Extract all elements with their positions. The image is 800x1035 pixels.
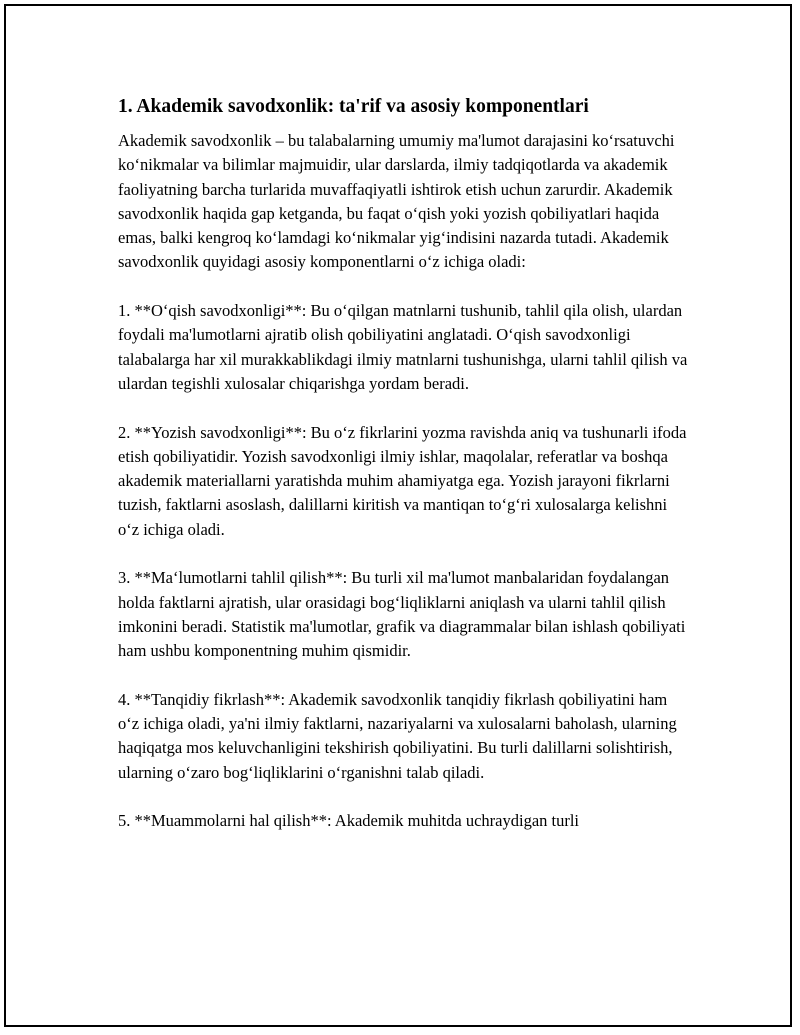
- paragraph-problem-solving: 5. **Muammolarni hal qilish**: Akademik muhitda uchraydigan turli: [118, 811, 580, 831]
- document-body: [118, 93, 688, 834]
- paragraph-data-analysis: 3. **Ma‘lumotlarni tahlil qilish**: Bu turli xil ma'lumot manbalaridan foydalangan holda faktlarni ajratish, ular orasidagi bog‘liqliklarni aniqlash va ularni tahlil qilish imkonini beradi. Statistik ma'lumotlar, grafik va diagrammalar bilan ishlash qobiliyati ham ushbu komponentning muhim qismidir.: [118, 568, 686, 661]
- intro-paragraph: Akademik savodxonlik – bu talabalarning umumiy ma'lumot darajasini ko‘rsatuvchi ko‘nikmalar va bilimlar majmuidir, ular darslarda, ilmiy tadqiqotlarda va akademik faoliyatning barcha turlarida muvaffaqiyatli ishtirok etish uchun zarurdir. Akademik savodxonlik haqida gap ketganda, bu faqat o‘qish yoki yozish qobiliyatlari haqida emas, balki kengroq ko‘lamdagi ko‘nikmalar yig‘indisini nazarda tutadi. Akademik savodxonlik quyidagi asosiy komponentlarni o‘z ichiga oladi:: [118, 131, 675, 272]
- paragraph-writing-literacy: 2. **Yozish savodxonligi**: Bu o‘z fikrlarini yozma ravishda aniq va tushunarli ifoda etish qobiliyatidir. Yozish savodxonligi ilmiy ishlar, maqolalar, referatlar va boshqa akademik materiallarni yaratishda muhim ahamiyatga ega. Yozish jarayoni fikrlarni tuzish, faktlarni asoslash, dalillarni kiritish va mantiqan to‘g‘ri xulosalarga kelishni o‘z ichiga oladi.: [118, 422, 687, 539]
- paragraph-critical-thinking: 4. **Tanqidiy fikrlash**: Akademik savodxonlik tanqidiy fikrlash qobiliyatini ham o‘z ichiga oladi, ya'ni ilmiy faktlarni, nazariyalarni va xulosalarni baholash, ularning haqiqatga mos keluvchanligini tekshirish qobiliyatini. Bu turli dalillarni solishtirish, ularning o‘zaro bog‘liqliklarini o‘rganishni talab qiladi.: [118, 689, 677, 782]
- paragraph-reading-literacy: 1. **O‘qish savodxonligi**: Bu o‘qilgan matnlarni tushunib, tahlil qila olish, ulardan foydali ma'lumotlarni ajratib olish qobiliyatini anglatadi. O‘qish savodxonligi talabalarga har xil murakkablikdagi ilmiy matnlarni tushunishga, ularni tahlil qilish va ulardan tegishli xulosalar chiqarishga yordam beradi.: [118, 301, 688, 393]
- section-heading: 1. Akademik savodxonlik: ta'rif va asosiy komponentlari: [118, 96, 589, 117]
